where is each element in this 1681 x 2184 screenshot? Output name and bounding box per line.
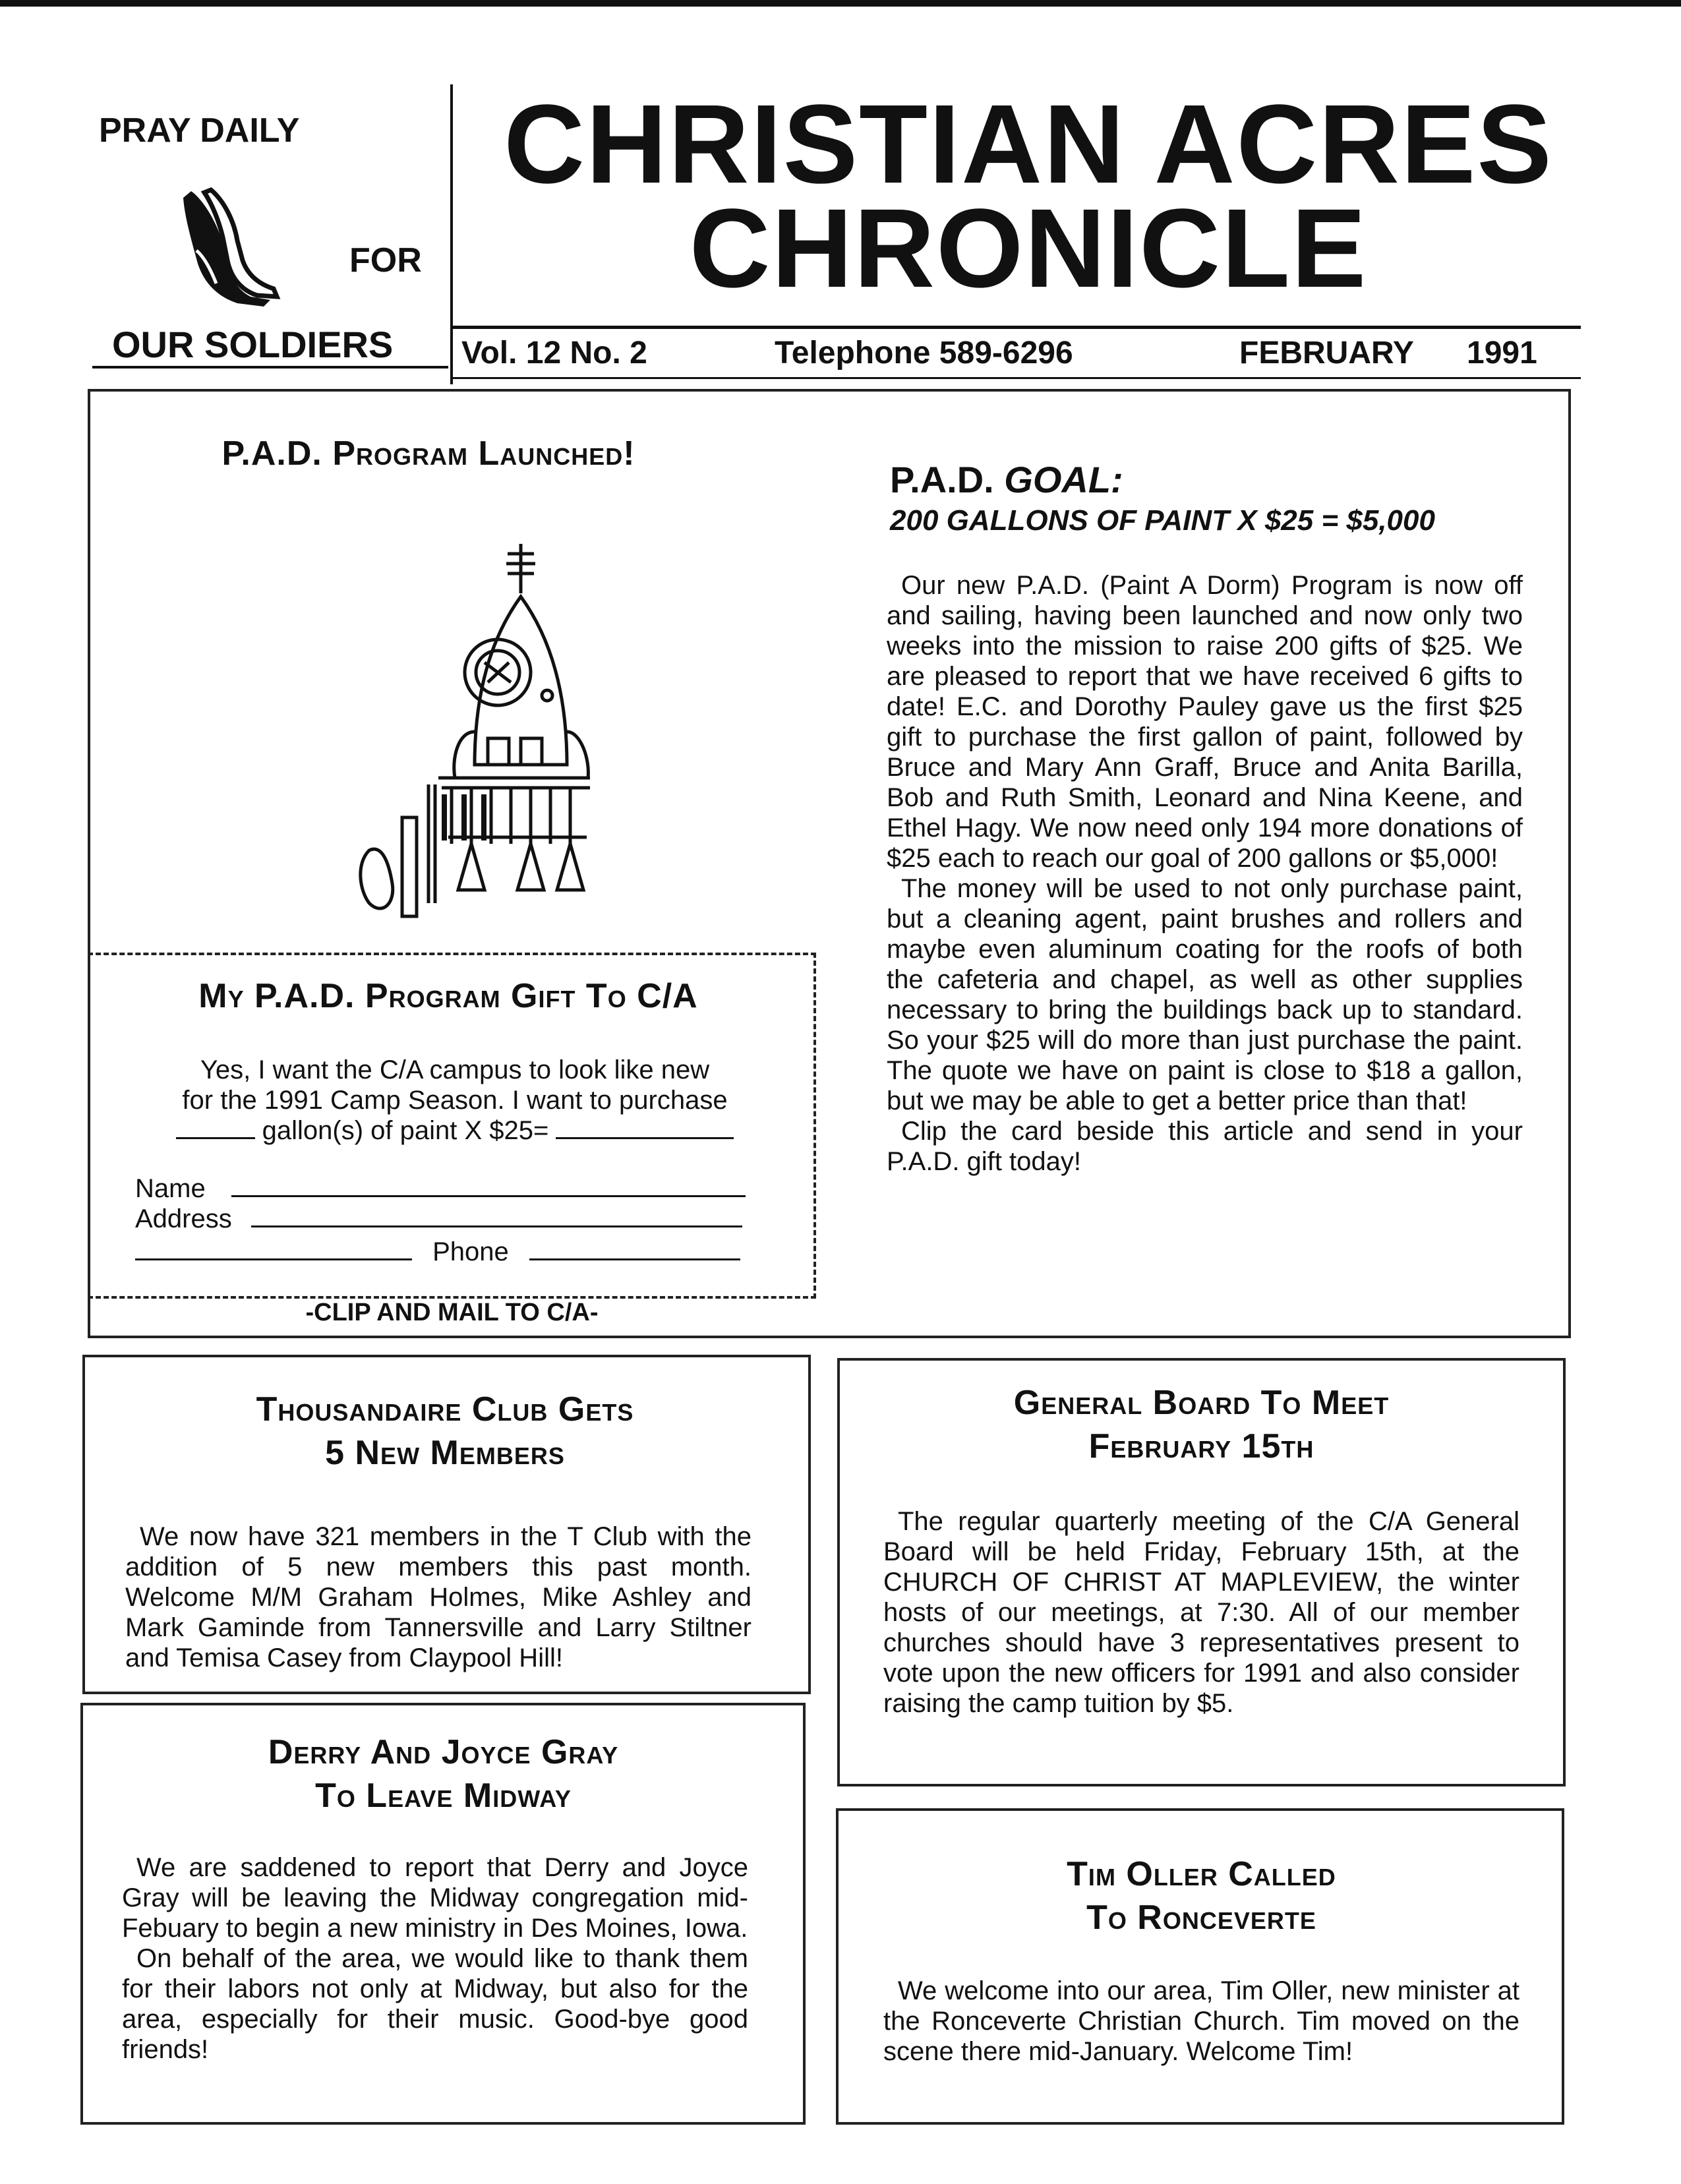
phone-row bbox=[135, 1237, 768, 1267]
board-heading-line-1: General Board To Meet bbox=[1013, 1384, 1390, 1422]
title-line-1: CHRISTIAN ACRES bbox=[504, 82, 1553, 207]
coupon-heading: My P.A.D. Program Gift To C/A bbox=[198, 977, 698, 1015]
for-label: FOR bbox=[349, 241, 422, 280]
gallons-blank[interactable] bbox=[176, 1137, 255, 1139]
gray-heading-line-2: To Leave Midway bbox=[315, 1777, 572, 1815]
thousandaire-heading-line-2: 5 New Members bbox=[325, 1434, 565, 1472]
masthead-left-rule bbox=[92, 366, 448, 369]
top-rule bbox=[0, 0, 1681, 7]
gallons-label: gallon(s) of paint X $25= bbox=[262, 1116, 549, 1145]
address-row bbox=[135, 1204, 768, 1234]
our-soldiers-label: OUR SOLDIERS bbox=[112, 324, 394, 365]
board-heading bbox=[847, 1381, 1556, 1468]
gray-heading bbox=[89, 1730, 798, 1817]
gray-heading-line-1: Derry And Joyce Gray bbox=[268, 1733, 619, 1771]
pad-goal-heading bbox=[890, 458, 1123, 501]
thousandaire-heading-line-1: Thousandaire Club Gets bbox=[256, 1390, 634, 1429]
coupon-line-1: Yes, I want the C/A campus to look like new bbox=[200, 1055, 710, 1084]
pad-article-body bbox=[887, 570, 1523, 1177]
phone-label: Phone bbox=[432, 1237, 509, 1266]
oller-heading-line-2: To Ronceverte bbox=[1086, 1899, 1316, 1937]
volume-number: Vol. 12 No. 2 bbox=[461, 336, 647, 370]
masthead-divider bbox=[450, 84, 453, 384]
pad-paragraph-2: The money will be used to not only purchase paint, but a cleaning agent, paint brushes and rollers and maybe even aluminum coating for the roofs of both the cafeteria and chapel, as well as other supplies necessary to bring the buildings back up to standard. So your $25 will do more than just purchase the paint. The quote we have on paint is close to $18 a gallon, but we may be able to get a better price than that! bbox=[887, 874, 1523, 1115]
address-blank[interactable] bbox=[251, 1225, 742, 1227]
pad-launched-heading: P.A.D. Program Launched! bbox=[221, 434, 635, 473]
goal-word: GOAL: bbox=[1004, 459, 1123, 500]
address-label: Address bbox=[135, 1204, 232, 1233]
issue-month: FEBRUARY bbox=[1239, 336, 1414, 370]
gray-paragraph-1: We are saddened to report that Derry and Joyce Gray will be leaving the Midway congregation mid-Febuary to begin a new ministry in Des Moines, Iowa. bbox=[122, 1853, 748, 1943]
phone-blank[interactable] bbox=[529, 1258, 740, 1260]
oller-body: We welcome into our area, Tim Oller, new minister at the Ronceverte Christian Church. Tim moved on the scene there mid-January. Welcome Tim! bbox=[883, 1976, 1519, 2066]
gray-body bbox=[122, 1852, 748, 2065]
coupon-line-2: for the 1991 Camp Season. I want to purchase bbox=[182, 1086, 728, 1115]
gray-paragraph-2: On behalf of the area, we would like to thank them for their labors not only at Midway, but also for the area, especially for their music. Good-bye good friends! bbox=[122, 1944, 748, 2064]
clip-and-mail: -CLIP AND MAIL TO C/A- bbox=[305, 1299, 599, 1326]
board-heading-line-2: February 15th bbox=[1088, 1427, 1314, 1465]
name-label: Name bbox=[135, 1174, 206, 1203]
coupon-fields bbox=[135, 1173, 768, 1267]
newsletter-title bbox=[461, 82, 1595, 311]
name-blank[interactable] bbox=[231, 1195, 746, 1197]
oller-heading-line-1: Tim Oller Called bbox=[1067, 1855, 1336, 1893]
thousandaire-heading bbox=[92, 1388, 798, 1475]
pad-paragraph-3: Clip the card beside this article and send in your P.A.D. gift today! bbox=[887, 1117, 1523, 1176]
coupon-text bbox=[119, 1055, 791, 1146]
board-body: The regular quarterly meeting of the C/A General Board will be held Friday, February 15th, at the CHURCH OF CHRIST AT MAPLEVIEW, the winter hosts of our meetings, at 7:30. All of our member churches should have 3 representatives present to vote upon the new officers for 1991 and also consider raising the camp tuition by $5. bbox=[883, 1507, 1519, 1718]
pad-paragraph-1: Our new P.A.D. (Paint A Dorm) Program is now off and sailing, having been launched and now only two weeks into the mission to raise 200 gifts of $25. We are pleased to report that we have received 6 gifts to date! E.C. and Dorothy Pauley gave us the first $25 gift to purchase the first gallon of paint, followed by Bruce and Mary Ann Graff, Bruce and Anita Barilla, Bob and Ruth Smith, Leonard and Nina Keene, and Ethel Hagy. We now need only 194 more donations of $25 each to reach our goal of 200 gallons or $5,000! bbox=[887, 571, 1523, 873]
gallons-row bbox=[119, 1115, 791, 1146]
masthead-rule bbox=[450, 326, 1581, 329]
amount-blank[interactable] bbox=[556, 1137, 734, 1139]
praying-hands-icon bbox=[165, 185, 290, 310]
pray-daily-label: PRAY DAILY bbox=[99, 111, 300, 150]
masthead-rule-bottom bbox=[450, 377, 1581, 379]
telephone: Telephone 589-6296 bbox=[775, 336, 1073, 370]
title-line-2: CHRONICLE bbox=[689, 186, 1368, 311]
name-row bbox=[135, 1173, 768, 1204]
rocket-illustration bbox=[330, 534, 593, 930]
oller-heading bbox=[847, 1852, 1556, 1939]
address-line-2-blank[interactable] bbox=[135, 1258, 412, 1260]
thousandaire-body: We now have 321 members in the T Club with the addition of 5 new members this past month. Welcome M/M Graham Holmes, Mike Ashley and Mark Gaminde from Tannersville and Larry Stiltner and Temisa Casey from Claypool Hill! bbox=[125, 1522, 752, 1672]
issue-year: 1991 bbox=[1467, 336, 1537, 370]
pad-goal-label: P.A.D. bbox=[890, 459, 994, 500]
pad-goal-subheading: 200 GALLONS OF PAINT X $25 = $5,000 bbox=[890, 504, 1435, 537]
